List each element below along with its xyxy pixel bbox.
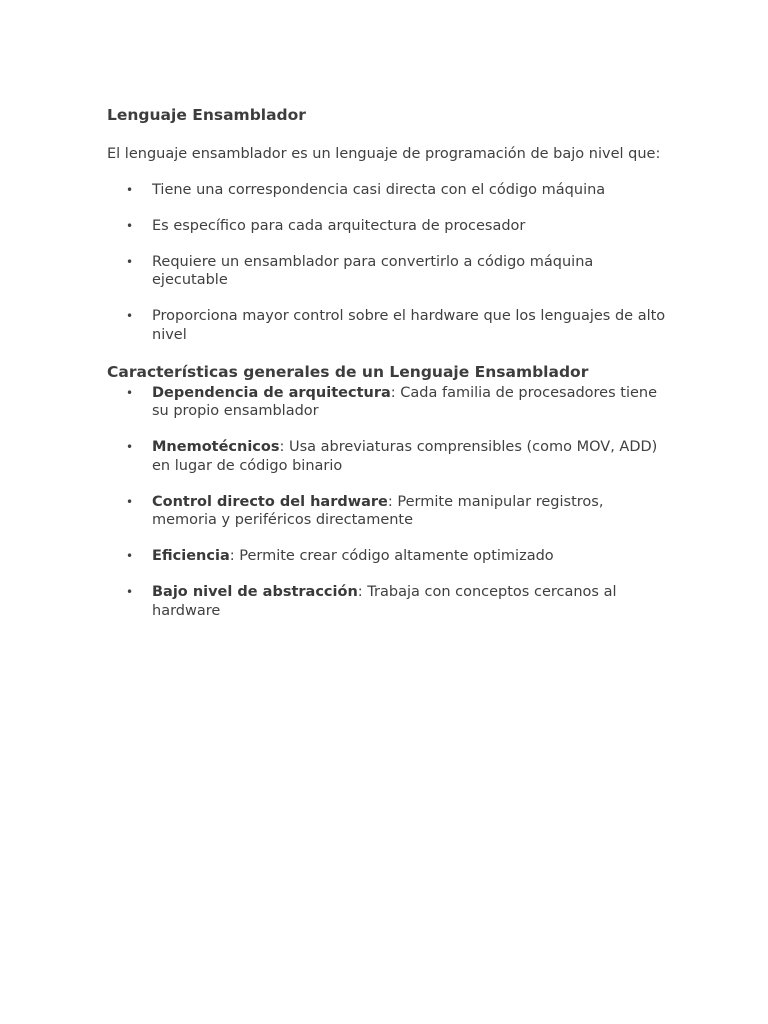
features-list (107, 384, 667, 621)
list-item (107, 438, 667, 475)
document-page (107, 105, 667, 638)
list-item (107, 307, 667, 344)
bullet-icon: • (126, 182, 134, 197)
intro-list (107, 181, 667, 345)
feature-term: Bajo nivel de abstracción (152, 584, 358, 600)
bullet-icon: • (126, 494, 134, 509)
list-item-text: Requiere un ensamblador para convertirlo a código máquina ejecutable (152, 253, 594, 288)
list-item (107, 493, 667, 530)
list-item (107, 253, 667, 290)
feature-description: : Permite manipular registros, memoria y periféricos directamente (152, 493, 604, 528)
feature-term: Mnemotécnicos (152, 439, 280, 455)
list-item (107, 384, 667, 421)
list-item (107, 583, 667, 620)
bullet-icon: • (126, 585, 134, 599)
feature-description: : Usa abreviaturas comprensibles (como MOV, ADD) en lugar de código binario (152, 439, 658, 474)
feature-term: Eficiencia (152, 548, 230, 564)
list-item-text: Proporciona mayor control sobre el hardware que los lenguajes de alto nivel (152, 308, 666, 343)
bullet-icon: • (126, 385, 134, 400)
section-title: Características generales de un Lenguaje Ensamblador (107, 362, 589, 381)
list-item (107, 217, 667, 236)
feature-term: Control directo del hardware (152, 493, 388, 510)
bullet-icon: • (126, 218, 134, 233)
list-item-text: Tiene una correspondencia casi directa con el código máquina (152, 181, 606, 198)
page-title: Lenguaje Ensamblador (107, 106, 306, 124)
list-item (107, 181, 667, 200)
feature-description: : Permite crear código altamente optimizado (229, 548, 554, 564)
feature-description: : Cada familia de procesadores tiene su propio ensamblador (152, 384, 657, 419)
intro-paragraph: El lenguaje ensamblador es un lenguaje de programación de bajo nivel que: (107, 146, 661, 162)
bullet-icon: • (126, 254, 134, 269)
bullet-icon: • (126, 440, 134, 454)
list-item-text: Es específico para cada arquitectura de procesador (152, 217, 526, 234)
feature-description: : Trabaja con conceptos cercanos al hardware (152, 584, 617, 619)
bullet-icon: • (126, 309, 134, 323)
bullet-icon: • (126, 549, 134, 563)
list-item (107, 547, 667, 566)
feature-term: Dependencia de arquitectura (152, 384, 391, 401)
